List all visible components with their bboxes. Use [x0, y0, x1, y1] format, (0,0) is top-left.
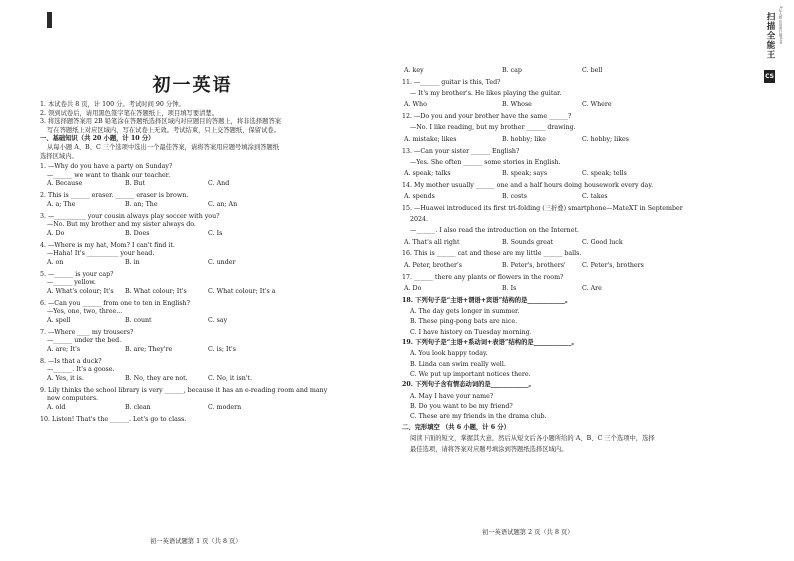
question-stem: 7. —Where ____ my trousers? — [40, 328, 134, 336]
section-heading: 18. 下列句子是“主语+谓语+宾语”结构的是____________。 — [402, 296, 572, 304]
answer-option: C. takes — [582, 193, 608, 200]
corner-mark — [47, 12, 52, 28]
scanner-badge — [760, 8, 776, 88]
section-heading: 20. 下列句子含有情态动词的是____________。 — [402, 381, 535, 389]
answer-option: C. hobby; likes — [582, 135, 629, 143]
question-stem: 1. —Why do you have a party on Sunday? — [40, 163, 173, 171]
answer-option: C. And — [208, 180, 230, 188]
question-stem: 2. This is ______ eraser. ______ eraser is brown. — [40, 192, 189, 200]
answer-option: A. on — [47, 258, 64, 266]
answer-option: C. modern — [208, 403, 242, 411]
answer-option: A. key — [404, 67, 424, 74]
instruction-note: 1. 本试卷共 8 页，计 100 分。考试时间 90 分钟。 — [40, 101, 185, 108]
answer-option: A. Do — [404, 284, 422, 292]
answer-option: A. Peter, brother's — [404, 261, 462, 269]
question-line: —No. I like reading, but my brother ______ drawing. — [410, 124, 576, 132]
scanner-tagline: 3亿人都在用的扫描App — [779, 6, 783, 45]
question-line: 17. ______ there any plants or flowers in the room? — [402, 273, 564, 281]
question-stem: 3. —__________ your cousin always play soccer with you? — [40, 212, 220, 220]
question-line: —Haha! It's __________ your head. — [47, 250, 155, 258]
answer-option: B. an; The — [125, 200, 158, 208]
question-line: —Yes. She often ______ some stories in English. — [410, 158, 561, 166]
answer-option: A. That's all right — [404, 238, 460, 246]
section-heading: 19. 下列句子是“主语+系动词+表语”结构的是____________。 — [402, 339, 578, 346]
answer-option: C. is; It's — [208, 345, 236, 353]
answer-option: A. Who — [404, 101, 427, 109]
answer-option: B. What colour; It's — [125, 287, 187, 295]
answer-option: C. What colour; It's a — [208, 287, 276, 295]
answer-option: B. Is — [502, 284, 517, 292]
question-line: B. These ping-pong bats are nice. — [410, 318, 518, 326]
answer-option: B. count — [125, 316, 152, 324]
answer-option: A. a; The — [47, 200, 76, 208]
answer-option: A. Do — [47, 229, 65, 237]
question-line: —______. It's a goose. — [47, 366, 115, 374]
question-line: —______ we want to thank our teacher. — [47, 171, 171, 179]
question-line: C. These are my friends in the drama club. — [410, 413, 547, 421]
question-line: 13. —Can your sister ______ English? — [402, 147, 520, 155]
cs-logo-icon: CS — [764, 70, 775, 83]
answer-option: C. No, it isn't. — [208, 374, 253, 382]
answer-option: B. in — [125, 258, 140, 266]
scanner-app-name: 扫描全能王 — [765, 12, 775, 60]
question-line: C. I have history on Tuesday morning. — [410, 328, 532, 336]
instruction-note: 2. 领到试卷后，请用黑色签字笔在答题纸上，项目填写要清楚。 — [40, 109, 219, 117]
scanner-watermark-strip — [748, 0, 794, 561]
answer-option: A. old — [47, 403, 66, 411]
answer-option: C. Good luck — [582, 238, 623, 246]
page-2-footer: 初一英语试题第 2 页（共 8 页） — [482, 529, 574, 536]
answer-option: A. spell — [47, 316, 71, 324]
answer-option: B. Peter's, brothers' — [502, 261, 566, 269]
exam-page-1 — [0, 0, 385, 561]
question-stem: 4. —Where is my hat, Mom? I can't find it. — [40, 241, 175, 249]
question-line: A. The day gets longer in summer. — [410, 307, 520, 315]
question-line: —No. But my brother and my sister always do. — [47, 221, 196, 229]
answer-option: C. under — [208, 258, 236, 266]
question-line: 最佳选项，请将答案对应题号填涂到答题纸选择区域内。 — [410, 446, 568, 454]
question-line: 15. —Huawei introduced its first tri-folding (三折叠) smartphone—MateXT in September — [402, 204, 683, 212]
answer-option: B. cap — [502, 67, 522, 74]
question-line: A. You look happy today. — [410, 350, 488, 358]
answer-option: A. Because — [47, 180, 83, 188]
question-line: 16. This is ______ cat and these are my little ______ balls. — [402, 250, 582, 258]
answer-option: C. Peter's, brothers — [582, 261, 644, 269]
question-line: A. May I have your name? — [410, 392, 494, 400]
question-stem: 6. —Can you ______ from one to ten in English? — [40, 299, 190, 307]
answer-option: B. No, they are not. — [125, 374, 188, 382]
answer-option: A. What's colour; It's — [47, 287, 114, 295]
answer-option: C. bell — [582, 67, 603, 74]
section-instruction: 从每小题 A、B、C 三个选项中选出一个最佳答案，请将答案用应题号填涂到答题纸 — [47, 144, 280, 151]
answer-option: B. Does — [125, 229, 150, 237]
answer-option: A. Yes, it is. — [47, 374, 84, 382]
answer-option: B. Whose — [502, 101, 532, 109]
section-heading: 二、完形填空 （共 6 小题，计 6 分） — [402, 423, 510, 431]
question-line: B. Do you want to be my friend? — [410, 403, 513, 410]
question-stem: 8. —Is that a duck? — [40, 357, 102, 365]
exam-page-2 — [392, 0, 742, 561]
question-line: —______ under the bed. — [47, 337, 122, 345]
answer-option: C. say — [208, 316, 228, 324]
answer-option: B. Sounds great — [502, 238, 554, 246]
question-stem: 9. Lily thinks the school library is very ______, because it has an e-reading room and many — [40, 386, 328, 394]
answer-option: A. speak; talks — [404, 169, 451, 177]
instruction-note: 写在答题纸上对应区域内，写在试卷上无效。考试结束，只上交答题纸，保留试卷。 — [47, 126, 280, 134]
page-1-footer: 初一英语试题第 1 页（共 8 页） — [150, 538, 242, 545]
answer-option: C. an; An — [208, 200, 238, 208]
question-line: C. We put up important notices there. — [410, 371, 531, 378]
question-line: 阅读下面的短文，掌握其大意，然后从短文后各小题所给的 A、B、C 三个选项中，选择 — [410, 435, 655, 442]
section-instruction: 选择区域内。 — [40, 152, 78, 160]
answer-option: A. spends — [404, 193, 435, 200]
answer-option: B. costs — [502, 193, 527, 200]
section-heading: 一、基础知识（共 20 小题，计 10 分） — [40, 135, 155, 143]
answer-option: B. are; They're — [125, 345, 173, 353]
answer-option: A. mistake; likes — [404, 135, 457, 143]
answer-option: C. Are — [582, 284, 602, 292]
answer-option: B. hobby; like — [502, 135, 546, 143]
instruction-note: 3. 将选择题答案用 2B 铅笔涂在答题纸选择区域内对应题目的答题上，将非选择题答案 — [40, 118, 282, 126]
question-line: 11. —______ guitar is this, Ted? — [402, 78, 501, 86]
question-line: 2024. — [410, 216, 429, 224]
answer-option: B. But — [125, 180, 145, 188]
answer-option: C. Is — [208, 229, 223, 237]
question-stem: 5. —______ is your cap? — [40, 270, 114, 278]
answer-option: B. clean — [125, 403, 151, 411]
question-line: — It's my brother's. He likes playing the guitar. — [410, 90, 562, 98]
question-stem: 10. Listen! That's the ______. Let's go to class. — [40, 415, 187, 423]
question-line: 12. —Do you and your brother have the same ______? — [402, 113, 572, 121]
question-line: —______ yellow. — [47, 279, 96, 287]
question-line: 14. My mother usually ______ one and a half hours doing housework every day. — [402, 181, 654, 189]
answer-option: C. speak; tells — [582, 169, 627, 177]
question-line: B. Linda can swim really well. — [410, 360, 506, 368]
question-line: —______. I also read the introduction on the Internet. — [410, 227, 580, 235]
answer-option: C. Where — [582, 101, 612, 109]
answer-option: A. are; It's — [47, 345, 81, 353]
question-line: —Yes, one, two, three... — [47, 308, 123, 316]
answer-option: B. speak; says — [502, 169, 548, 177]
question-line: new computers. — [47, 395, 99, 403]
exam-title: 初一英语 — [152, 75, 233, 96]
